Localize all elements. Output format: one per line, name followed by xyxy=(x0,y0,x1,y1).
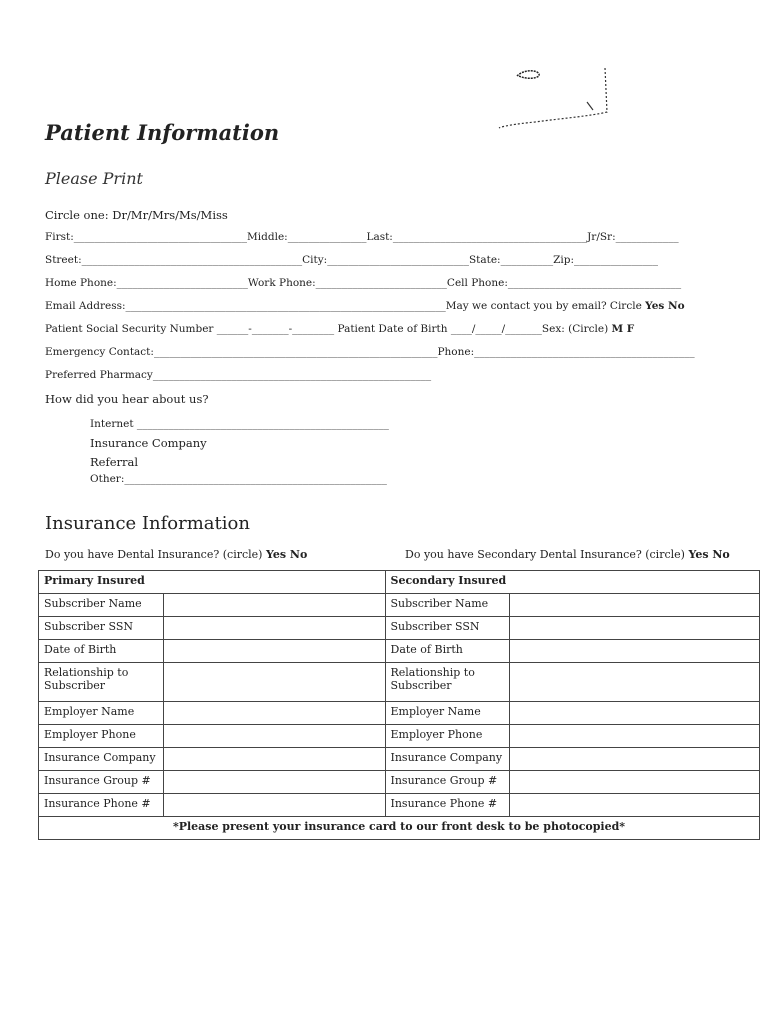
dental-question-label: Do you have Dental Insurance? (circle) xyxy=(45,548,263,561)
name-field-line[interactable]: First:_________________________________Middle:_______________Last:_____________________________________Jr/Sr:____________ xyxy=(45,231,679,243)
secondary-insurance-group-field[interactable] xyxy=(510,771,760,794)
primary-insurance-phone-field[interactable] xyxy=(163,794,385,817)
email-yes-no[interactable]: Yes No xyxy=(645,300,685,312)
primary-subscriber-name-field[interactable] xyxy=(163,594,385,617)
secondary-subscriber-name-field[interactable] xyxy=(510,594,760,617)
table-row-label: Employer Name xyxy=(39,702,164,725)
primary-relationship-field[interactable] xyxy=(163,663,385,702)
table-row-label: Relationship to Subscriber xyxy=(39,663,164,702)
table-row-label: Date of Birth xyxy=(39,640,164,663)
dental-question xyxy=(45,548,307,561)
table-row-label: Insurance Company xyxy=(39,748,164,771)
secondary-question xyxy=(405,548,730,561)
option-other[interactable]: Other:__________________________________________________ xyxy=(90,473,387,485)
insurance-card-note: *Please present your insurance card to our front desk to be photocopied* xyxy=(39,817,760,840)
ssn-dob-label: Patient Social Security Number ______-_______-________ Patient Date of Birth ____/_____/_______Sex: (Circle) xyxy=(45,323,609,335)
table-row-label: Insurance Group # xyxy=(385,771,510,794)
secondary-employer-phone-field[interactable] xyxy=(510,725,760,748)
table-row-label: Insurance Company xyxy=(385,748,510,771)
option-referral[interactable]: Referral xyxy=(90,455,139,469)
secondary-insured-header: Secondary Insured xyxy=(385,571,760,594)
ssn-dob-field-line[interactable] xyxy=(45,323,634,335)
option-internet[interactable]: Internet ________________________________________________ xyxy=(90,418,389,430)
secondary-employer-name-field[interactable] xyxy=(510,702,760,725)
primary-employer-name-field[interactable] xyxy=(163,702,385,725)
table-row-label: Insurance Phone # xyxy=(385,794,510,817)
address-field-line[interactable]: Street:__________________________________________City:___________________________State:__________Zip:________________ xyxy=(45,254,659,266)
sex-options[interactable]: M F xyxy=(611,323,635,335)
email-field-label: Email Address:_____________________________________________________________May we contact you by email? Circle xyxy=(45,300,642,312)
primary-insured-header: Primary Insured xyxy=(39,571,386,594)
table-row-label: Insurance Group # xyxy=(39,771,164,794)
primary-insurance-company-field[interactable] xyxy=(163,748,385,771)
primary-subscriber-ssn-field[interactable] xyxy=(163,617,385,640)
table-row-label: Subscriber SSN xyxy=(39,617,164,640)
table-row-label: Insurance Phone # xyxy=(39,794,164,817)
primary-dob-field[interactable] xyxy=(163,640,385,663)
primary-employer-phone-field[interactable] xyxy=(163,725,385,748)
insurance-heading: Insurance Information xyxy=(45,513,250,534)
insurance-table xyxy=(38,570,760,840)
page-title: Patient Information xyxy=(45,120,280,145)
page-subtitle: Please Print xyxy=(45,169,143,188)
phone-field-line[interactable]: Home Phone:_________________________Work Phone:_________________________Cell Phone:_________________________________ xyxy=(45,277,682,289)
table-row-label: Subscriber Name xyxy=(39,594,164,617)
secondary-dob-field[interactable] xyxy=(510,640,760,663)
table-row-label: Relationship to Subscriber xyxy=(385,663,510,702)
secondary-question-label: Do you have Secondary Dental Insurance? (circle) xyxy=(405,548,685,561)
table-row-label: Employer Phone xyxy=(385,725,510,748)
table-row-label: Employer Name xyxy=(385,702,510,725)
table-row-label: Date of Birth xyxy=(385,640,510,663)
secondary-yes-no[interactable]: Yes No xyxy=(688,548,730,561)
dental-yes-no[interactable]: Yes No xyxy=(265,548,308,561)
table-row-label: Employer Phone xyxy=(39,725,164,748)
table-row-label: Subscriber SSN xyxy=(385,617,510,640)
emergency-contact-line[interactable]: Emergency Contact:______________________________________________________Phone:__________________________________________ xyxy=(45,346,695,358)
primary-insurance-group-field[interactable] xyxy=(163,771,385,794)
logo-scribble-icon xyxy=(495,62,615,132)
secondary-relationship-field[interactable] xyxy=(510,663,760,702)
pharmacy-line[interactable]: Preferred Pharmacy_____________________________________________________ xyxy=(45,369,432,381)
secondary-subscriber-ssn-field[interactable] xyxy=(510,617,760,640)
secondary-insurance-phone-field[interactable] xyxy=(510,794,760,817)
email-field-line[interactable] xyxy=(45,300,685,312)
option-insurance-company[interactable]: Insurance Company xyxy=(90,436,207,450)
hear-about-question: How did you hear about us? xyxy=(45,392,209,406)
circle-one-line: Circle one: Dr/Mr/Mrs/Ms/Miss xyxy=(45,208,228,222)
table-row-label: Subscriber Name xyxy=(385,594,510,617)
secondary-insurance-company-field[interactable] xyxy=(510,748,760,771)
